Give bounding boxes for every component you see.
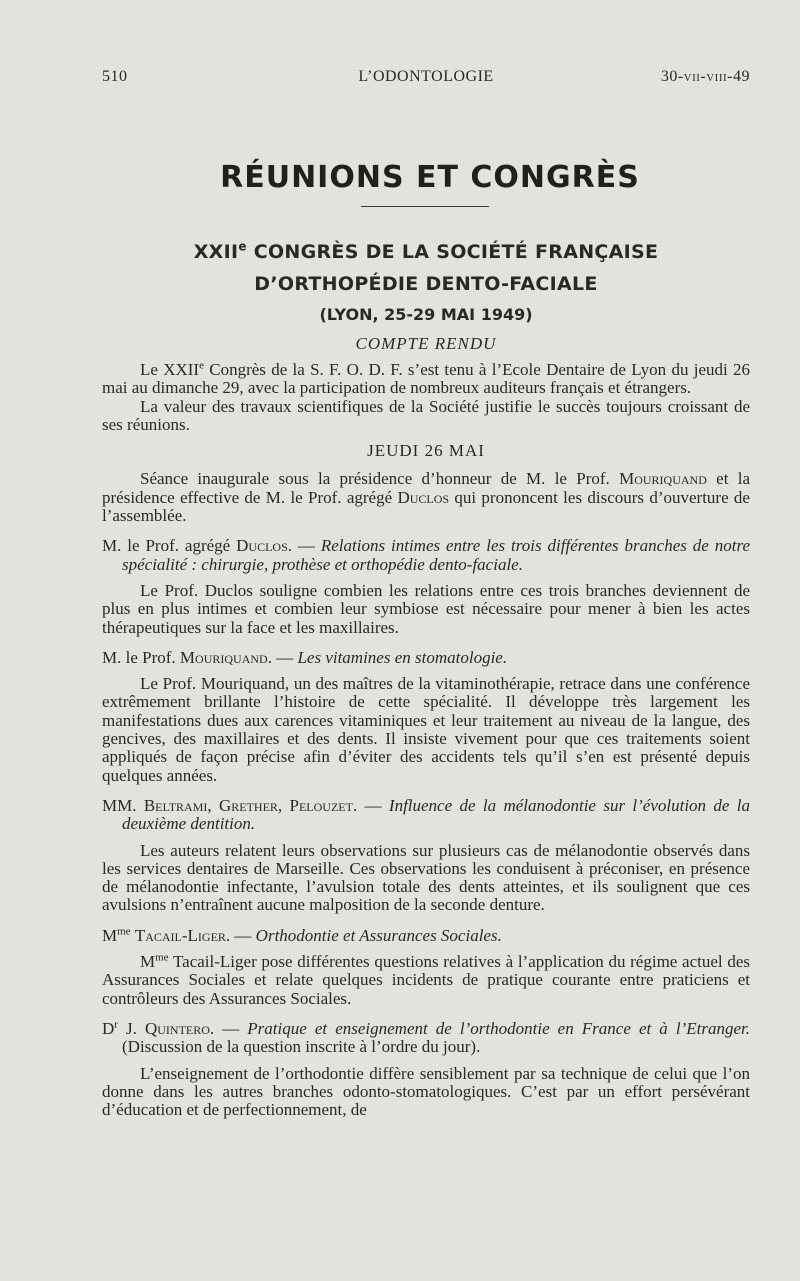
entry-summary-4: $M^{me}$ Tacail-Liger pose différentes questions relatives à l’application du régime actuel des Assurances Sociales et relate quelques incidents de pratique courante entre praticiens et contrôleurs des Assurances Sociales. [102,951,750,1008]
section-title: RÉUNIONS ET CONGRÈS [220,160,640,195]
page-number: 510 [102,68,128,85]
congress-title-line2: D’ORTHOPÉDIE DENTO-FACIALE [254,273,598,295]
intro-paragraph-2: La valeur des travaux scientifiques de la Société justifie le succès toujours croissant de ses réunions. [102,396,750,434]
session-paragraph: Séance inaugurale sous la présidence d’honneur de M. le Prof. Mouriquand et la présidence effective de M. le Prof. agrégé Duclos qui prononcent les discours d’ouverture de l’assemblée. [102,469,751,526]
issue-date: 30-vii-viii-49 [660,68,750,85]
report-label: COMPTE RENDU [355,334,497,353]
article-body [102,361,750,1119]
congress-title-line1: XXIIe CONGRÈS DE LA SOCIÉTÉ FRANÇAISE [193,239,659,263]
day-heading: JEUDI 26 MAI [367,441,485,461]
entry-heading-1: M. le Prof. agrégé Duclos. — Relations intimes entre les trois différentes branches de notre spécialité : chirurgie, prothèse et orthopédie dento-faciale. [102,536,751,574]
congress-location: (LYON, 25-29 MAI 1949) [319,305,533,324]
entry-heading-4: $M^{me}$ Tacail-Liger. — Orthodontie et Assurances Sociales. [102,925,502,945]
entry-summary-5: L’enseignement de l’orthodontie diffère sensiblement par sa technique de celui que l’on donne dans les autres branches odonto-stomatologiques. C’est par un effort persévérant d’éducation et de perfectionnement, de [102,1063,750,1120]
entry-heading-3: MM. Beltrami, Grether, Pelouzet. — Influence de la mélanodontie sur l’évolution de la deuxième dentition. [102,795,750,834]
entry-summary-1: Le Prof. Duclos souligne combien les relations entre ces trois branches deviennent de plus en plus intimes et combien leur symbiose est nécessaire pour mener à bien les actes thérapeutiques sur la face et les maxillaires. [102,580,750,637]
entry-heading-5: $D^r$ J. Quintero. — Pratique et enseignement de l’orthodontie en France et à l’Etranger. (Discussion de la question inscrite à l’ordre du jour). [102,1018,750,1057]
entry-summary-3: Les auteurs relatent leurs observations sur plusieurs cas de mélanodontie observés dans les services dentaires de Marseille. Ces observations les conduisent à préconiser, en présence de mélanodontie infectante, l’avulsion totale des dents atteintes, et ils soulignent que ces avulsions n’entraînent aucune malposition de la seconde denture. [102,840,750,915]
entry-heading-2: M. le Prof. Mouriquand. — Les vitamines en stomatologie. [102,647,508,667]
congress-title [102,236,750,300]
title-rule [361,206,489,207]
intro-paragraph-1: Le XXIIe Congrès de la S. F. O. D. F. s’est tenu à l’Ecole Dentaire de Lyon du jeudi 26 mai au dimanche 29, avec la participation de nombreux auditeurs français et étrangers. [102,359,750,398]
entry-summary-2: Le Prof. Mouriquand, un des maîtres de la vitaminothérapie, retrace dans une conférence extrêmement brillante l’histoire de cette spécialité. Il développe très largement les manifestations dues aux carences vitaminiques et leur traitement au niveau de la langue, des gencives, des maxillaires et des dents. Il insiste vivement pour que ces traitements soient appliqués de façon précise afin d’éviter des accidents tels qu’il s’en est présenté depuis quelques années. [102,674,750,785]
journal-title: L’ODONTOLOGIE [358,68,494,85]
